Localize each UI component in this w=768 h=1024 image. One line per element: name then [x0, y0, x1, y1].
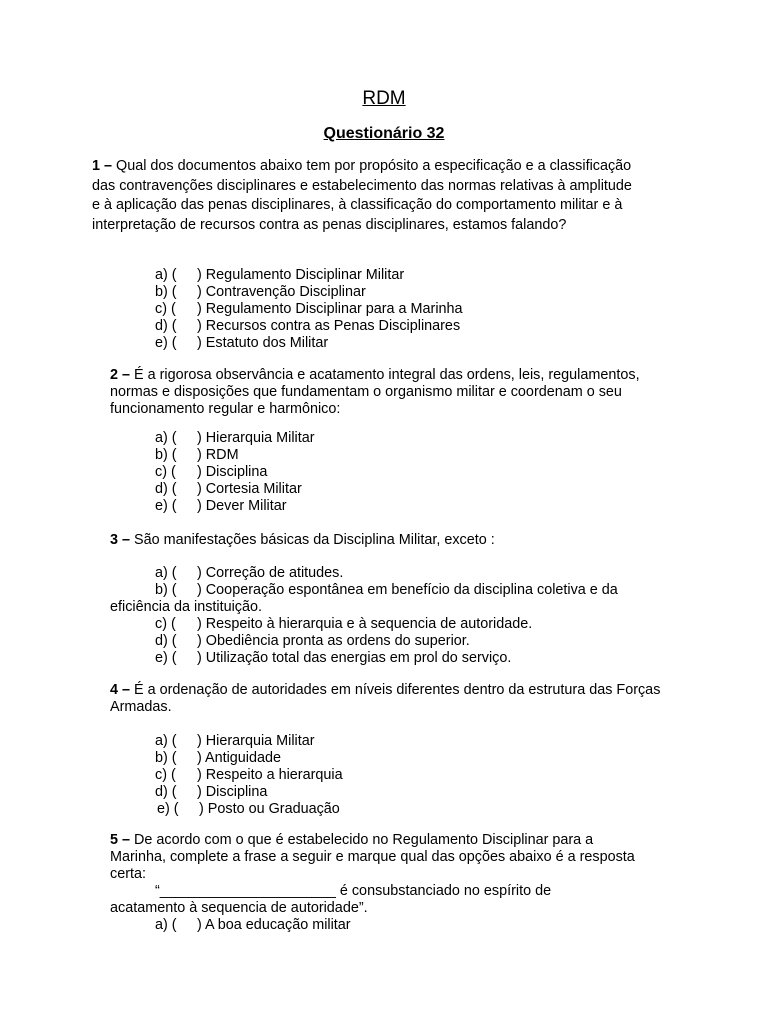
option-d: d) ( ) Recursos contra as Penas Disciplinares [155, 318, 461, 334]
option-e: e) ( ) Utilização total das energias em prol do serviço. [155, 650, 512, 666]
document-title: RDM [362, 88, 406, 109]
option-c: c) ( ) Regulamento Disciplinar para a Marinha [155, 301, 463, 317]
question-2-options [155, 430, 315, 515]
question-text: São manifestações básicas da Disciplina Militar, exceto : [134, 532, 495, 548]
question-4 [110, 682, 670, 716]
document-subtitle: Questionário 32 [323, 125, 445, 142]
option-e: e) ( ) Dever Militar [155, 498, 287, 514]
question-number: 2 – [110, 367, 131, 383]
question-2 [110, 367, 670, 418]
option-b: b) ( ) Cooperação espontânea em benefício da disciplina coletiva e da [155, 582, 618, 598]
question-5 [110, 832, 650, 883]
question-number: 5 – [110, 832, 131, 848]
quote-line-2: acatamento à sequencia de autoridade”. [110, 900, 368, 916]
question-text: Qual dos documentos abaixo tem por propósito a especificação e a classificação das contravenções disciplinares e estabelecimento das normas relativas à amplitude e à aplicação das penas disciplinares, à classificação do comportamento militar e à interpretação de recursos contra as penas disciplinares, estamos falando? [92, 158, 632, 233]
option-a: a) ( ) Hierarquia Militar [155, 430, 315, 446]
question-number: 1 – [92, 158, 113, 174]
quote-line-1: “______________________ é consubstanciado no espírito de [155, 883, 552, 899]
question-3-options [110, 565, 618, 667]
question-5-quote [110, 883, 552, 934]
option-a: a) ( ) A boa educação militar [155, 917, 351, 933]
question-text: É a ordenação de autoridades em níveis diferentes dentro da estrutura das Forças Armadas. [110, 682, 661, 715]
question-4-options [155, 733, 343, 818]
option-c: c) ( ) Respeito à hierarquia e à sequencia de autoridade. [155, 616, 533, 632]
option-b-continuation: eficiência da instituição. [110, 599, 262, 615]
option-c: c) ( ) Respeito a hierarquia [155, 767, 343, 783]
option-d: d) ( ) Cortesia Militar [155, 481, 302, 497]
question-number: 4 – [110, 682, 131, 698]
option-d: d) ( ) Disciplina [155, 784, 268, 800]
option-a: a) ( ) Regulamento Disciplinar Militar [155, 267, 405, 283]
option-e: e) ( ) Posto ou Graduação [157, 801, 340, 817]
question-text: É a rigorosa observância e acatamento integral das ordens, leis, regulamentos, normas e disposições que fundamentam o organismo militar e coordenam o seu funcionamento regular e harmônico: [110, 367, 640, 417]
option-b: b) ( ) Contravenção Disciplinar [155, 284, 366, 300]
option-b: b) ( ) RDM [155, 447, 239, 463]
option-a: a) ( ) Correção de atitudes. [155, 565, 344, 581]
question-number: 3 – [110, 532, 131, 548]
question-1-options [155, 267, 463, 352]
question-1 [92, 157, 632, 235]
option-d: d) ( ) Obediência pronta as ordens do superior. [155, 633, 470, 649]
option-b: b) ( ) Antiguidade [155, 750, 282, 766]
question-text: De acordo com o que é estabelecido no Regulamento Disciplinar para a Marinha, complete a frase a seguir e marque qual das opções abaixo é a resposta certa: [110, 832, 635, 882]
question-3 [110, 531, 670, 551]
option-e: e) ( ) Estatuto dos Militar [155, 335, 329, 351]
option-c: c) ( ) Disciplina [155, 464, 268, 480]
option-a: a) ( ) Hierarquia Militar [155, 733, 315, 749]
